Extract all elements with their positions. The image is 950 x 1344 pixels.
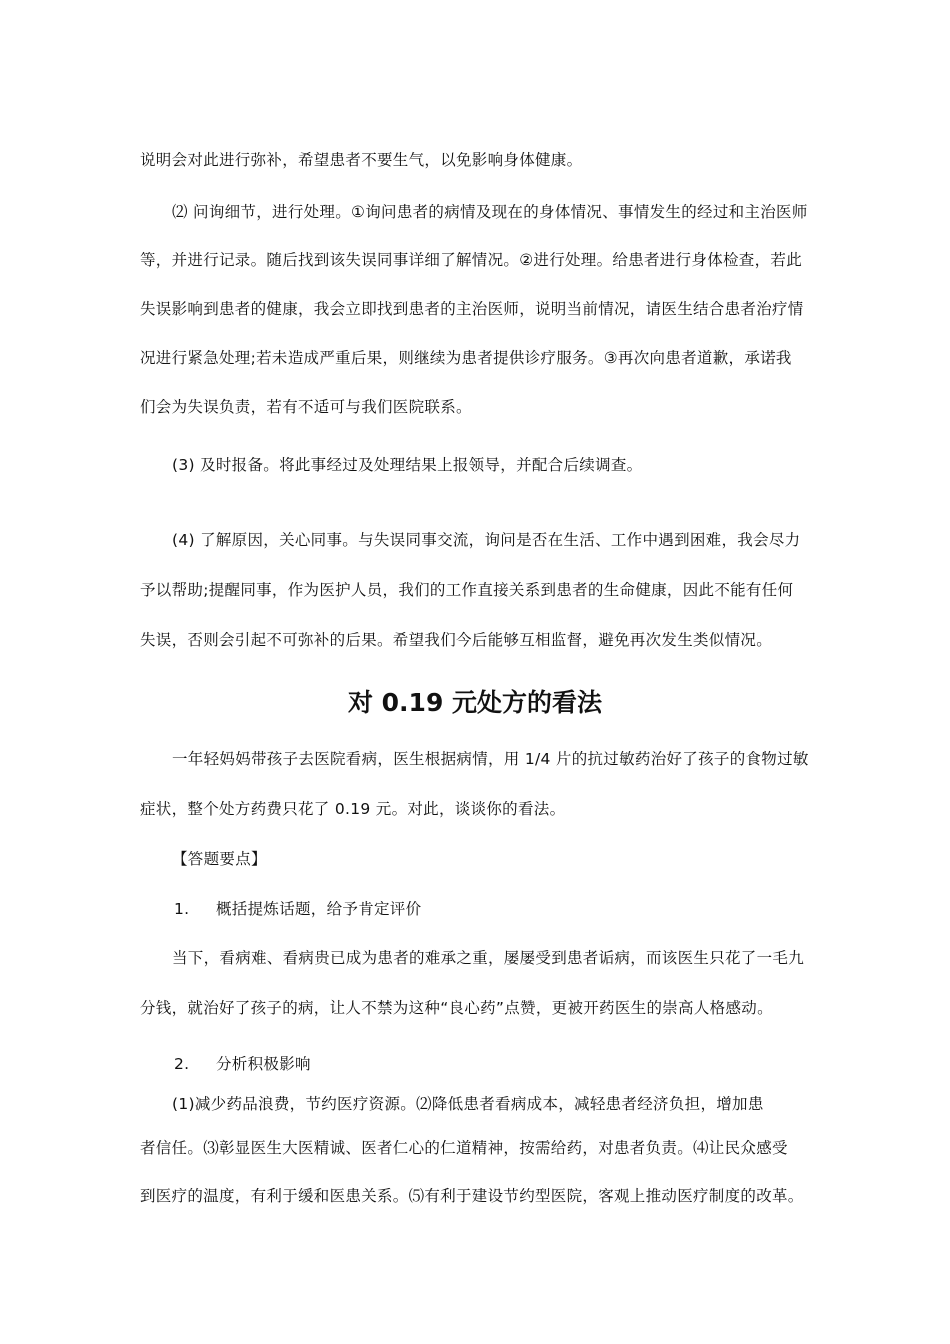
paragraph-line: 们会为失误负责，若有不适可与我们医院联系。 [140,398,472,416]
list-item-text: 概括提炼话题，给予肯定评价 [216,900,422,918]
list-item [174,1054,311,1074]
paragraph-line: ⑵ 问询细节，进行处理。①询问患者的病情及现在的身体情况、事情发生的经过和主治医师 [172,203,808,221]
paragraph-line: 一年轻妈妈带孩子去医院看病，医生根据病情，用 1/4 片的抗过敏药治好了孩子的食物过敏 [172,750,809,768]
paragraph-line: 予以帮助;提醒同事，作为医护人员，我们的工作直接关系到患者的生命健康，因此不能有任何 [140,581,794,599]
list-number: 2. [174,1055,190,1073]
paragraph-line: 说明会对此进行弥补，希望患者不要生气，以免影响身体健康。 [140,151,583,169]
paragraph-line: (3) 及时报备。将此事经过及处理结果上报领导，并配合后续调查。 [172,456,643,474]
paragraph-line: 况进行紧急处理;若未造成严重后果，则继续为患者提供诊疗服务。③再次向患者道歉，承诺我 [140,349,792,367]
paragraph-line: (1)减少药品浪费，节约医疗资源。⑵降低患者看病成本，减轻患者经济负担，增加患 [172,1095,764,1113]
paragraph-line: 者信任。⑶彰显医生大医精诚、医者仁心的仁道精神，按需给药，对患者负责。⑷让民众感受 [140,1139,788,1157]
answer-heading: 【答题要点】 [172,850,267,868]
paragraph-line: 分钱，就治好了孩子的病，让人不禁为这种“良心药”点赞，更被开药医生的崇高人格感动。 [140,999,773,1017]
paragraph-line: 等，并进行记录。随后找到该失误同事详细了解情况。②进行处理。给患者进行身体检查，若此 [140,251,802,269]
list-number: 1. [174,900,190,918]
list-item [174,899,421,919]
paragraph-line: 失误影响到患者的健康，我会立即找到患者的主治医师，说明当前情况，请医生结合患者治疗情 [140,300,804,318]
paragraph-line: 症状，整个处方药费只花了 0.19 元。对此，谈谈你的看法。 [140,800,566,818]
paragraph-line: 失误，否则会引起不可弥补的后果。希望我们今后能够互相监督，避免再次发生类似情况。 [140,631,773,649]
paragraph-line: 到医疗的温度，有利于缓和医患关系。⑸有利于建设节约型医院，客观上推动医疗制度的改革。 [140,1187,804,1205]
list-item-text: 分析积极影响 [216,1055,311,1073]
paragraph-line: 当下，看病难、看病贵已成为患者的难承之重，屡屡受到患者诟病，而该医生只花了一毛九 [172,949,805,967]
paragraph-line: (4) 了解原因，关心同事。与失误同事交流，询问是否在生活、工作中遇到困难，我会尽力 [172,531,801,549]
section-title: 对 0.19 元处方的看法 [347,688,603,717]
